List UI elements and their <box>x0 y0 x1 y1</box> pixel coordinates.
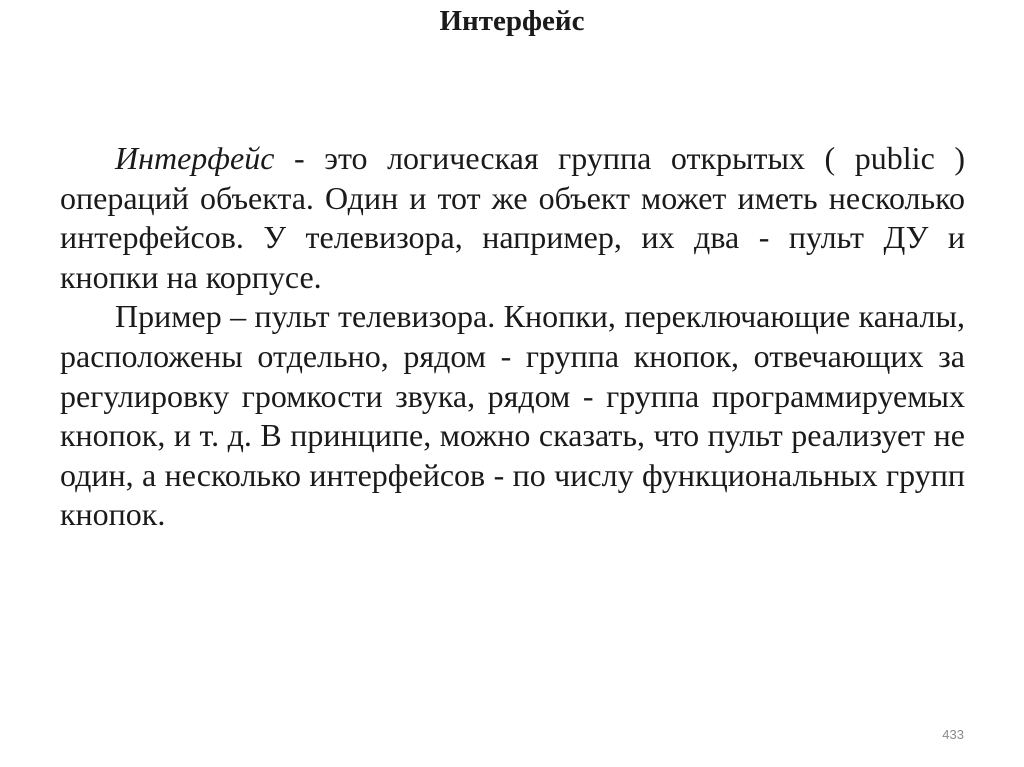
slide-body <box>60 139 965 535</box>
paragraph-definition <box>60 139 965 297</box>
paragraph-example: Пример – пульт телевизора. Кнопки, переключающие каналы, расположены отдельно, рядом - группа кнопок, отвечающих за регулировку громкости звука, рядом - группа программируемых кнопок, и т. д. В принципе, можно сказать, что пульт реализует не один, а несколько интерфейсов - по числу функциональных групп кнопок. <box>60 298 965 533</box>
slide-title: Интерфейс <box>439 5 585 37</box>
page-number: 433 <box>942 727 964 742</box>
term-interface: Интерфейс <box>115 140 275 176</box>
definition-text: - это логическая группа открытых ( public ) операций объекта. Один и тот же объект может иметь несколько интерфейсов. У телевизора, например, их два - пульт ДУ и кнопки на корпусе. <box>60 140 965 295</box>
